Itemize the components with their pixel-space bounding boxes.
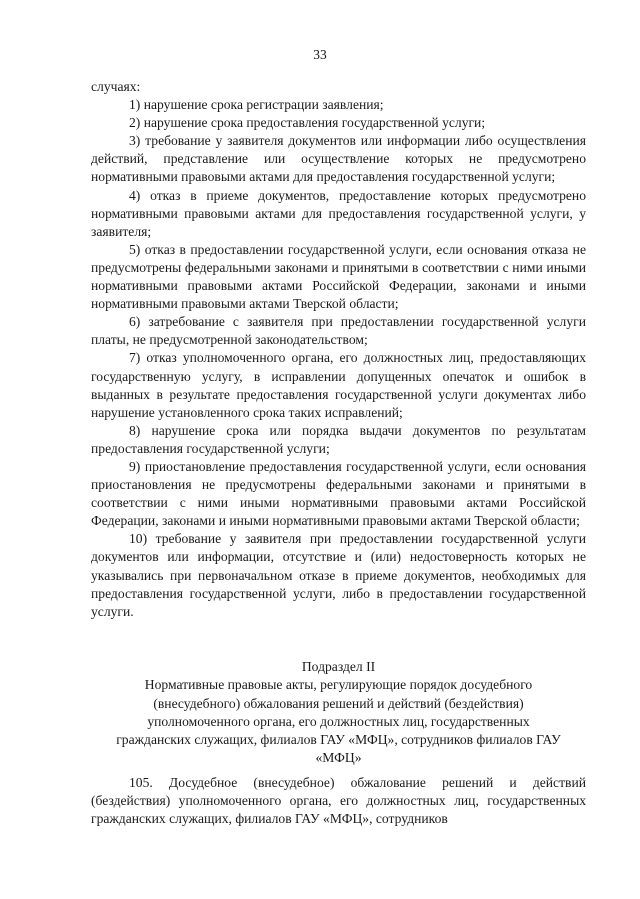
list-item: 4) отказ в приеме документов, предоставление которых предусмотрено нормативными правовыми актами для предоставления государственной услуги, у заявителя; (91, 187, 586, 239)
list-item: 2) нарушение срока предоставления государственной услуги; (129, 115, 486, 131)
list-item: 9) приостановление предоставления государственной услуги, если основания приостановления не предусмотрены федеральными законами и принятыми в соответствии с ними иными нормативными правовыми актами Российской Федерации, законами и иными нормативными правовыми актами Тверской области; (91, 458, 586, 529)
section-title-line: (внесудебного) обжалования решений и действий (бездействия) (153, 695, 524, 711)
list-item: 10) требование у заявителя при предоставлении государственной услуги документов или информации, отсутствие и (или) недостоверность которых не указывались при первоначальном отказе в приеме документов, необходимых для предоставления государственной услуги, либо в предоставлении государственной услуги. (91, 531, 586, 619)
section-label: Подраздел II (301, 659, 376, 674)
section-title-line: уполномоченного органа, его должностных лиц, государственных (147, 713, 530, 729)
list-item: 7) отказ уполномоченного органа, его должностных лиц, предоставляющих государственную услугу, в исправлении допущенных опечаток и ошибок в выданных в результате предоставления государственной услуги документах либо нарушение установленного срока таких исправлений; (91, 350, 586, 420)
section-title-line: Нормативные правовые акты, регулирующие порядок досудебного (144, 677, 533, 693)
section-heading (91, 658, 586, 768)
list-item: 1) нарушение срока регистрации заявления; (129, 97, 384, 113)
paragraph-105: 105. Досудебное (внесудебное) обжалование решений и действий (бездействия) уполномоченного органа, его должностных лиц, государственных гражданских служащих, филиалов ГАУ «МФЦ», сотрудников (91, 775, 586, 827)
section-title-line: гражданских служащих, филиалов ГАУ «МФЦ», сотрудников филиалов ГАУ (116, 732, 561, 748)
list-item: 6) затребование с заявителя при предоставлении государственной услуги платы, не предусмотренной законодательством; (91, 314, 586, 348)
list-item: 3) требование у заявителя документов или информации либо осуществления действий, представление или осуществление которых не предусмотрено нормативными правовыми актами для предоставления государственной услуги; (91, 133, 586, 185)
section-title-line: «МФЦ» (315, 750, 362, 766)
list-item: 8) нарушение срока или порядка выдачи документов по результатам предоставления государственной услуги; (91, 422, 586, 456)
paragraph: случаях: (91, 79, 141, 94)
list-item: 5) отказ в предоставлении государственной услуги, если основания отказа не предусмотрены федеральными законами и принятыми в соответствии с ними иными нормативными правовыми актами Российской Федерации, законами и иными нормативными правовыми актами Тверской области; (91, 241, 586, 312)
page-number: 33 (313, 47, 327, 62)
body-text (91, 78, 586, 621)
final-text (91, 774, 586, 828)
